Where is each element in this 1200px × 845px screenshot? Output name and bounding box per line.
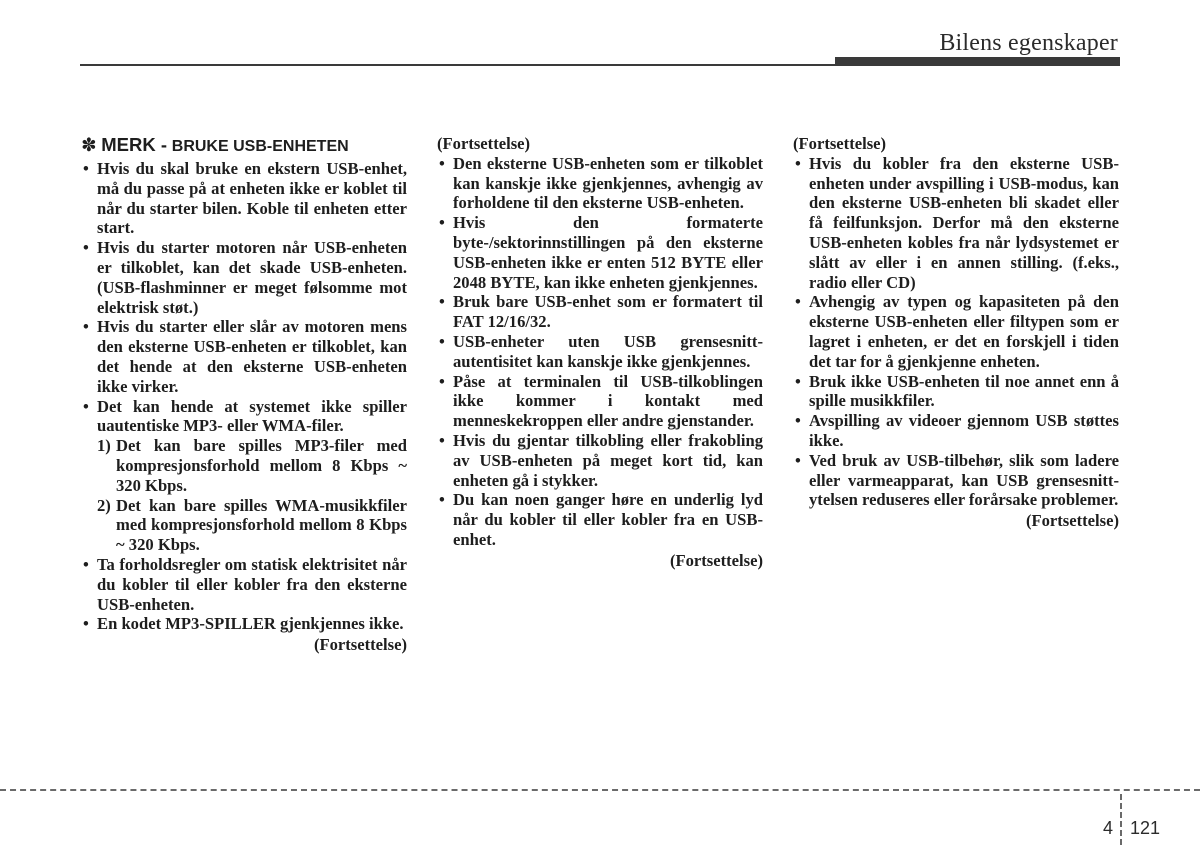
continued-label: (Fortsettelse) [313, 635, 407, 655]
continued-top-label: (Fortsettelse) [437, 134, 531, 153]
list-item: • Hvis du kobler fra den eksterne USB-enheten under avspilling i USB-modus, kan den eksterne USB-enheten bli skadet eller få feilfunksjon. Derfor må den eksterne USB-enheten kobles fra når lydsystemet er slått av eller i en annen stilling. (f.eks., radio eller CD) [793, 154, 1119, 293]
sublist-text: Det kan bare spilles MP3-filer med kompresjonsforhold mellom 8 Kbps ~ 320 Kbps. [116, 436, 407, 495]
note-title: BRUKE USB-ENHETEN [171, 138, 349, 155]
sublist-number: 2) [97, 495, 111, 515]
list-item: • Hvis du gjentar tilkobling eller frakobling av USB-enheten på meget kort tid, kan enheten gå i stykker. [437, 431, 763, 490]
page-number-separator [1120, 794, 1122, 845]
list-item: • Hvis du starter motoren når USB-enheten er tilkoblet, kan det skade USB-enheten. (USB-flashminner er meget følsomme mot elektrisk støt.) [81, 238, 407, 317]
list-item: • Ved bruk av USB-tilbehør, slik som ladere eller varmeapparat, kan USB grensesnitt-ytelsen reduseres eller forårsake problemer. [793, 451, 1119, 510]
continued-label: (Fortsettelse) [1025, 511, 1119, 531]
list-item-text: Det kan hende at systemet ikke spiller uautentiske MP3- eller WMA-filer. [97, 396, 407, 436]
list-item: • En kodet MP3-SPILLER gjenkjennes ikke. [81, 614, 407, 634]
note-merk-label: MERK - [101, 134, 168, 155]
page-number: 121 [1130, 818, 1161, 838]
list-item: • Hvis den formaterte byte-/sektorinnstillingen på den eksterne USB-enheten ikke er enten 512 BYTE eller 2048 BYTE, kan ikke enheten gjenkjennes. [437, 213, 763, 292]
list-item: • Du kan noen ganger høre en underlig lyd når du kobler til eller kobler fra en USB-enhet. [437, 490, 763, 549]
column-3 [793, 134, 1119, 531]
list-item: • Den eksterne USB-enheten som er tilkoblet kan kanskje ikke gjenkjennes, avhengig av forholdene til den eksterne USB-enheten. [437, 154, 763, 213]
chapter-number: 4 [1103, 818, 1114, 838]
bullet-list [81, 159, 407, 634]
continued-top-label: (Fortsettelse) [793, 134, 887, 153]
sublist-text: Det kan bare spilles WMA-musikkfiler med kompresjonsforhold mellom 8 Kbps ~ 320 Kbps. [116, 495, 407, 555]
header-rule [80, 64, 837, 66]
list-item: • Avspilling av videoer gjennom USB støttes ikke. [793, 411, 1119, 451]
column-2 [437, 134, 763, 571]
list-item: • Ta forholdsregler om statisk elektrisitet når du kobler til eller kobler fra den eksterne USB-enheten. [81, 555, 407, 614]
numbered-sublist [97, 436, 407, 555]
list-item: • Påse at terminalen til USB-tilkoblingen ikke kommer i kontakt med menneskekroppen eller andre gjenstander. [437, 372, 763, 431]
list-item [81, 397, 407, 555]
sublist-number: 1) [97, 436, 111, 456]
list-item: • Bruk bare USB-enhet som er formatert til FAT 12/16/32. [437, 292, 763, 332]
continued-label: (Fortsettelse) [669, 550, 763, 570]
footer-rule [0, 789, 1200, 791]
list-item: • Hvis du starter eller slår av motoren mens den eksterne USB-enheten er tilkoblet, kan det hende at den eksterne USB-enheten ikke virker. [81, 317, 407, 396]
bullet-list [793, 154, 1119, 510]
header-rule-accent [835, 57, 1120, 66]
column-1 [81, 134, 407, 655]
list-item: • Hvis du skal bruke en ekstern USB-enhet, må du passe på at enheten ikke er koblet til når du starter bilen. Koble til enheten etter start. [81, 159, 407, 238]
list-item: • Bruk ikke USB-enheten til noe annet enn å spille musikkfiler. [793, 372, 1119, 412]
sublist-item [97, 436, 407, 495]
page-header-title: Bilens egenskaper [939, 30, 1118, 56]
bullet-list [437, 154, 763, 550]
note-symbol: ✽ [81, 134, 97, 155]
note-heading [81, 134, 407, 158]
list-item: • Avhengig av typen og kapasiteten på den eksterne USB-enheten eller filtypen som er lagret i enheten, er det en forskjell i tiden det tar for å gjenkjenne enheten. [793, 292, 1119, 371]
sublist-item [97, 496, 407, 555]
list-item: • USB-enheter uten USB grensesnitt-autentisitet kan kanskje ikke gjenkjennes. [437, 332, 763, 372]
